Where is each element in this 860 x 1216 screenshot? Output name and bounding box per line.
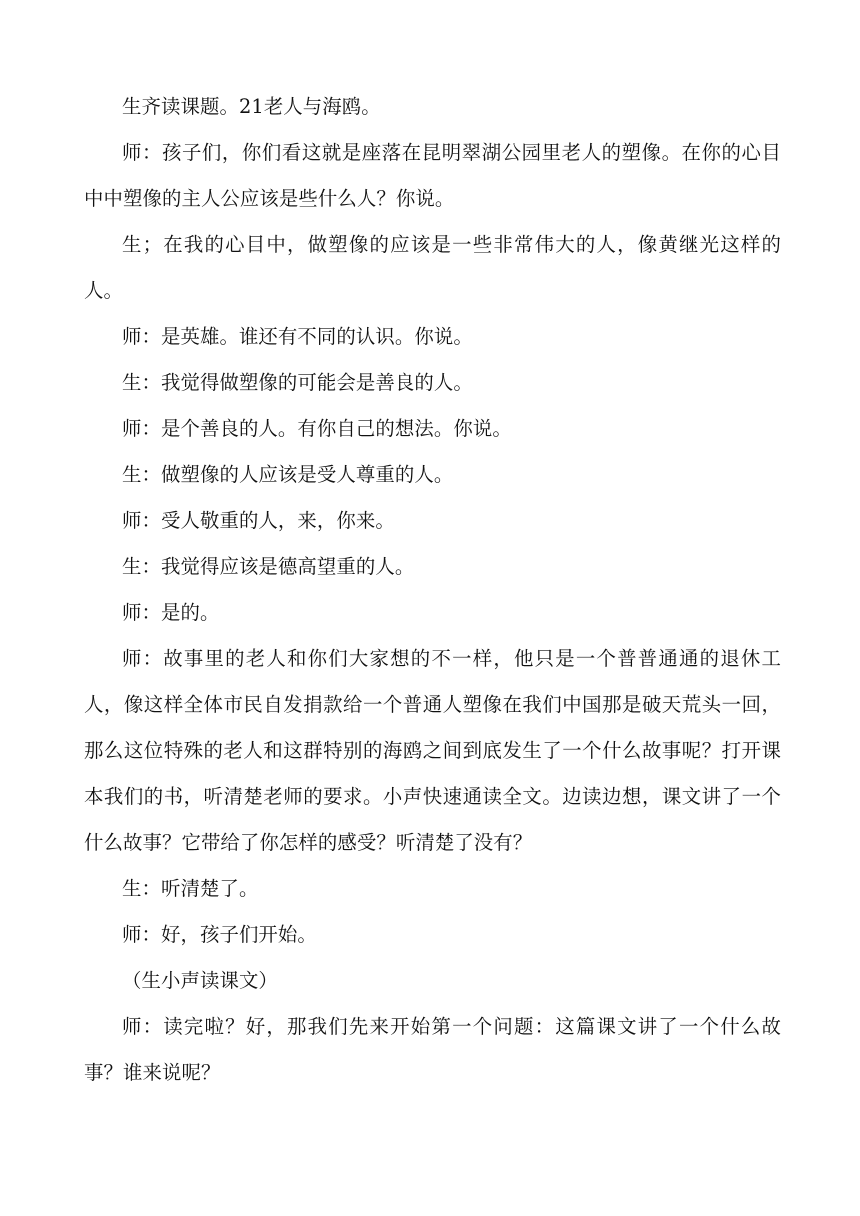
paragraph-4: 师：是英雄。谁还有不同的认识。你说。 — [122, 325, 473, 348]
document-page — [84, 84, 781, 1096]
paragraph-11: 师：故事里的老人和你们大家想的不一样，他只是一个普普通通的退休工人，像这样全体市民自发捐款给一个普通人塑像在我们中国那是破天荒头一回，那么这位特殊的老人和这群特别的海鸥之间到底发生了一个什么故事呢？打开课本我们的书，听清楚老师的要求。小声快速通读全文。边读边想，课文讲了一个什么故事？它带给了你怎样的感受？听清楚了没有？ — [84, 647, 781, 854]
paragraph-3: 生；在我的心目中，做塑像的应该是一些非常伟大的人，像黄继光这样的人。 — [84, 233, 781, 302]
paragraph-7: 生：做塑像的人应该是受人尊重的人。 — [122, 463, 454, 486]
paragraph-8: 师：受人敬重的人，来，你来。 — [122, 509, 395, 532]
paragraph-15: 师：读完啦？好，那我们先来开始第一个问题：这篇课文讲了一个什么故事？谁来说呢？ — [84, 1015, 781, 1084]
paragraph-9: 生：我觉得应该是德高望重的人。 — [122, 555, 415, 578]
paragraph-10: 师：是的。 — [122, 601, 220, 624]
paragraph-6: 师：是个善良的人。有你自己的想法。你说。 — [122, 417, 512, 440]
paragraph-14: （生小声读课文） — [122, 969, 278, 992]
paragraph-5: 生：我觉得做塑像的可能会是善良的人。 — [122, 371, 473, 394]
paragraph-1: 生齐读课题。21老人与海鸥。 — [122, 95, 381, 118]
paragraph-12: 生：听清楚了。 — [122, 877, 259, 900]
paragraph-2: 师：孩子们，你们看这就是座落在昆明翠湖公园里老人的塑像。在你的心目中中塑像的主人公应该是些什么人？你说。 — [84, 141, 781, 210]
paragraph-13: 师：好，孩子们开始。 — [122, 923, 317, 946]
